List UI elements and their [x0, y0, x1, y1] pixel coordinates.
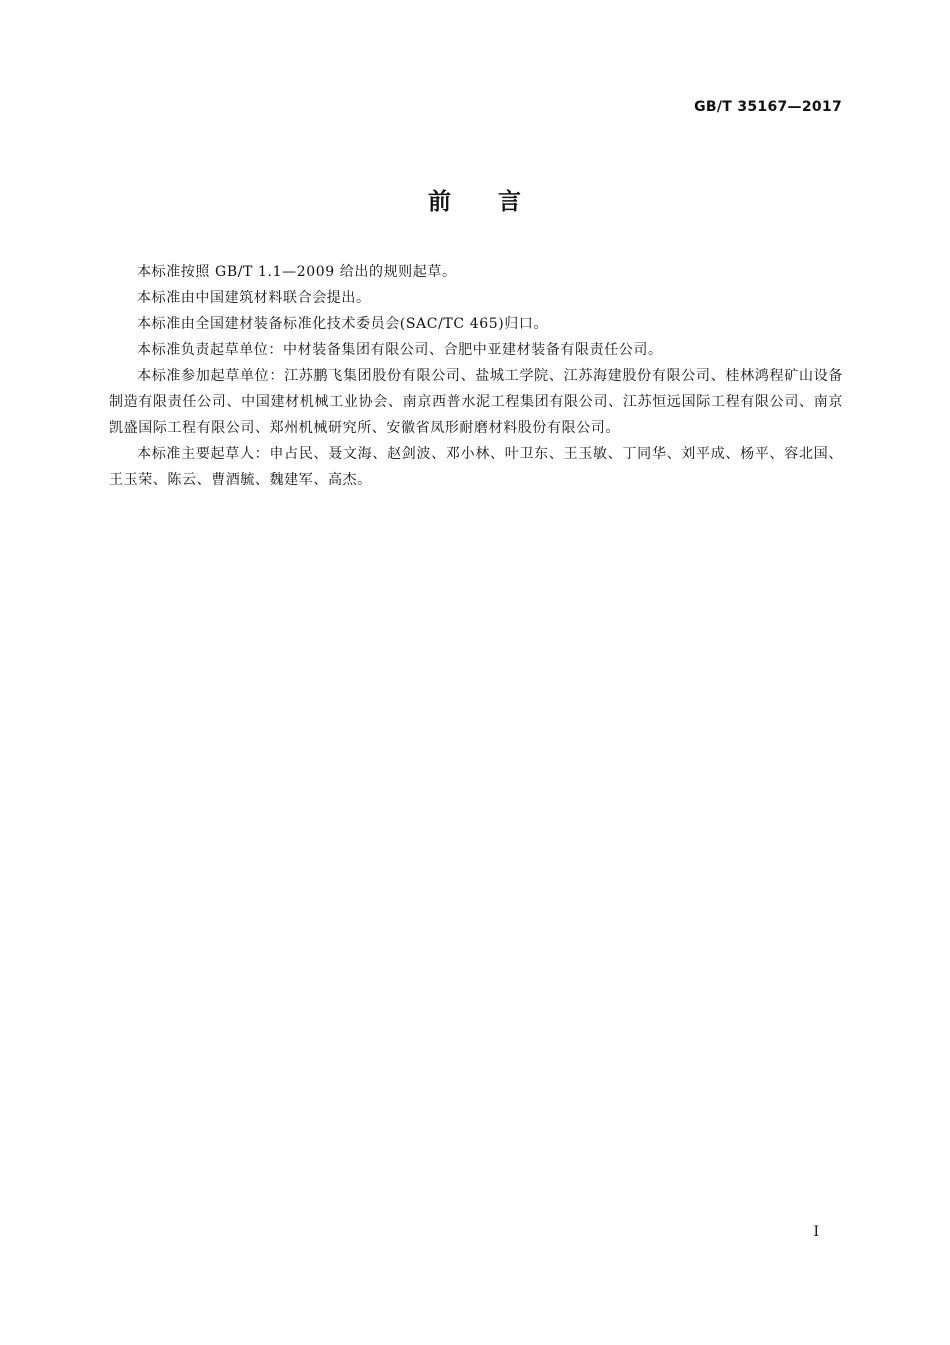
paragraph-responsible-units: 本标准负责起草单位：中材装备集团有限公司、合肥中亚建材装备有限责任公司。 — [137, 342, 663, 358]
paragraph-drafting-rules: 本标准按照 GB/T 1.1—2009 给出的规则起草。 — [137, 264, 457, 280]
page-number: I — [813, 1224, 819, 1240]
paragraph-participating-units: 本标准参加起草单位：江苏鹏飞集团股份有限公司、盐城工学院、江苏海建股份有限公司、桂林鸿程矿山设备制造有限责任公司、中国建材机械工业协会、南京西普水泥工程集团有限公司、江苏恒远国际工程有限公司、南京凯盛国际工程有限公司、郑州机械研究所、安徽省凤形耐磨材料股份有限公司。 — [109, 368, 843, 436]
page-title — [0, 183, 950, 216]
paragraph-proposed-by: 本标准由中国建筑材料联合会提出。 — [137, 290, 371, 306]
title-part-2: 言 — [498, 189, 522, 215]
title-part-1: 前 — [428, 189, 452, 215]
paragraph-main-drafters: 本标准主要起草人：申占民、聂文海、赵剑波、邓小林、叶卫东、王玉敏、丁同华、刘平成、杨平、容北国、王玉荣、陈云、曹酒毓、魏建军、高杰。 — [109, 446, 843, 488]
standard-code: GB/T 35167—2017 — [694, 99, 842, 115]
paragraph-centralized-by: 本标准由全国建材装备标准化技术委员会(SAC/TC 465)归口。 — [137, 316, 549, 332]
foreword-body — [109, 259, 843, 493]
